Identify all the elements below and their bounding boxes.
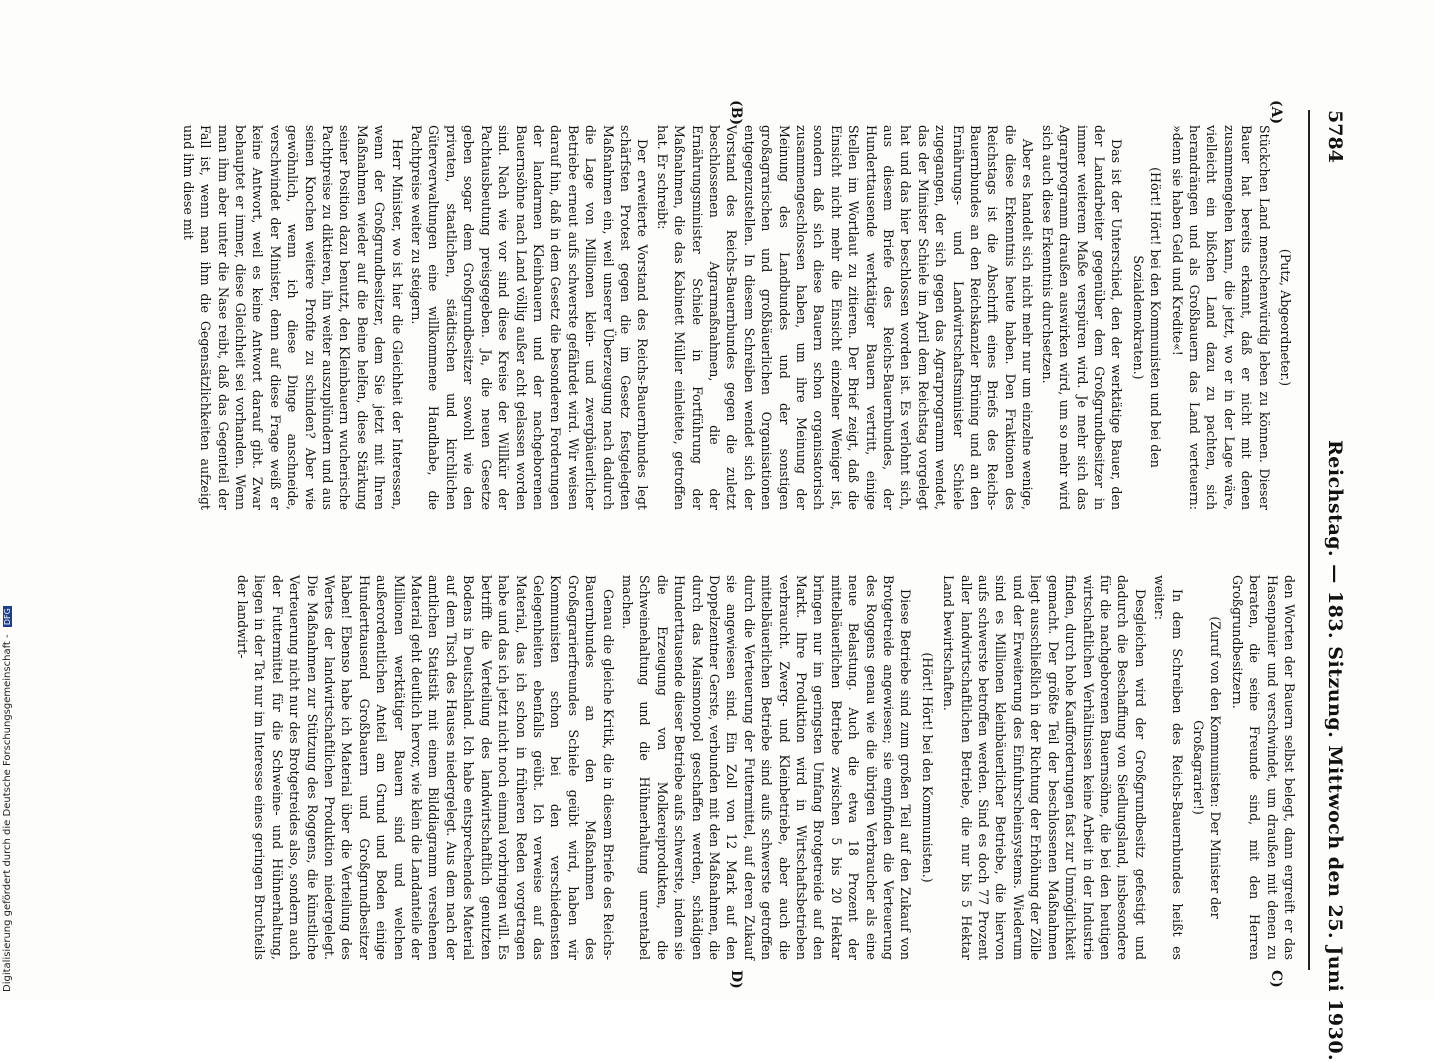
paragraph: Stückchen Land menschenwürdig leben zu können. Dieser Bauer hat bereits erkannt, daß er nicht mit denen zusammengehen kann, die jetzt, wo er in der Lage wäre, vielleicht ein bißchen Land dazu zu pachten, sich herandrängen und als Großbauern das Land verteuern: »denn sie haben Geld und Kredite«!	[1169, 125, 1272, 510]
credit-text: Digitalisierung gefördert durch die Deutsche Forschungsgemeinschaft -	[2, 634, 13, 992]
paragraph: In dem Schreiben des Reichs-Bauernbundes heißt es weiter:	[1152, 575, 1185, 960]
page-title: Reichstag. — 183. Sitzung. Mittwoch den 25. Juni 1930.	[1324, 440, 1346, 1061]
quoted-paragraph: Desgleichen wird der Großgrundbesitz gefestigt und dadurch die Beschaffung von Siedlungsland, insbesondere für die nachgeborenen Bauernsöhne, die bei den heutigen wirtschaftlichen Verhältnissen keine Arbeit in der Industrie finden, durch hohe Kaufforderungen fast zur Unmöglichkeit gemacht. Der größte Teil der beschlossenen Maßnahmen liegt ausschließlich in der Richtung der Erhöhung der Zölle und der Erweiterung des Einfuhrscheinsystems. Wiederum sind es Millionen kleinbäuerlicher Betriebe, die hiervon aufs schwerste betroffen werden. Sind es doch 77 Prozent aller landwirtschaftlichen Betriebe, die nur bis 5 Hektar Land bewirtschaften.	[941, 575, 1148, 960]
digitization-credit	[2, 2, 13, 992]
interjection: (Zuruf von den Kommunisten: Der Minister der Großagrarier!)	[1190, 616, 1224, 919]
quoted-paragraph: Der erweiterte Vorstand des Reichs-Bauernbundes legt schärfsten Protest gegen die im Gesetz festgelegten Maßnahmen ein, weil unserer Überzeugung nach dadurch die Lage von Millionen klein- und zwergbäuerlicher Betriebe erneut aufs schwerste gefährdet wird. Wir weisen darauf hin, daß in dem Gesetz die besonderen Forderungen der landarmen Kleinbauern und der nachgeborenen Bauernsöhne nach Land völlig außer acht gelassen worden sind. Nach wie vor sind diese Kreise der Willkür der Pachtausbeutung preisgegeben. Ja, die neuen Gesetze geben sogar dem Großgrundbesitzer sowohl wie den privaten, staatlichen, städtischen und kirchlichen Güterverwaltungen eine willkommene Handhabe, die Pachtpreise weiter zu steigern.	[409, 125, 651, 510]
dfg-logo: DFG	[3, 608, 12, 626]
left-text-column	[177, 125, 1298, 510]
paragraph: Herr Minister, wo ist hier die Gleichheit der Interessen, wenn der Großgrundbesitzer, dem Sie jetzt mit Ihren Maßnahmen wieder auf die Beine helfen, diese Stärkung seiner Position dazu benutzt, den Kleinbauern wucherische Pachtpreise zu diktieren, ihn weiter auszuplündern und aus seinen Knochen weitere Profite zu schinden? Aber wie gewöhnlich, wenn ich diese Dinge anschneide, verschwindet der Minister, denn auf diese Frage weiß er keine Antwort, weil es keine Antwort darauf gibt. Zwar behauptet er immer, diese Gleichheit sei vorhanden. Wenn man ihm aber unter die Nase reibt, daß das Gegenteil der Fall ist, wenn man ihm die Gegensätzlichkeiten aufzeigt und ihm diese mit	[180, 125, 405, 510]
page-number: 5784	[1324, 110, 1346, 163]
margin-marker-b: (B)	[728, 100, 744, 126]
paragraph: Aber es handelt sich nicht mehr nur um einzelne wenige, die diese Erkenntnis heute haben. Den Fraktionen des Reichstags ist die Abschrift eines Briefs des Reichs-Bauernbundes an den Reichskanzler Brüning und an den Ernährungs- und Landwirtschaftsminister Schiele zugegangen, der sich gegen das Agrarprogramm wendet, das der Minister Schiele im April dem Reichstag vorgelegt hat und das hier beschlossen worden ist. Es verlohnt sich, aus diesem Briefe des Reichs-Bauernbundes, der Hunderttausende werktätiger Bauern vertritt, einige Stellen im Wortlaut zu zitieren. Der Brief zeigt, daß die Einsicht nicht mehr die Einsicht einzelner Weniger ist, sondern daß sich diese Bauern schon organisatorisch zusammengeschlossen haben, um ihre Meinung der Meinung des Landbundes und der sonstigen großagrarischen und großbäuerlichen Organisationen entgegenzustellen. In diesem Schreiben wendet sich der Vorstand des Reichs-Bauernbundes gegen die zuletzt beschlossenen Agrarmaßnahmen, die der Ernährungsminister Schiele in Fortführung der Maßnahmen, die das Kabinett Müller einleitete, getroffen hat. Er schreibt:	[654, 125, 1036, 510]
paragraph: Genau die gleiche Kritik, die in diesem Briefe des Reichs-Bauernbundes an den Maßnahmen des Großagrarierfreundes Schiele geübt wird, haben wir Kommunisten schon bei den verschiedensten Gelegenheiten ebenfalls geübt. Ich verweise auf das Material, das ich schon in früheren Reden vorgetragen habe und das ich jetzt nicht noch einmal vorbringen will. Es betrifft die Verteilung des landwirtschaftlich genutzten Bodens in Deutschland. Ich habe entsprechendes Material auf dem Tisch des Hauses niedergelegt. Aus dem nach der amtlichen Statistik mit einem Bilddiagramm versehenen Material geht deutlich hervor, wie klein die Landanteile der Millionen werktätiger Bauern sind und welchen außerordentlichen Anteil am Grund und Boden einige Hunderttausend Großbauern und Großgrundbesitzer haben! Ebenso habe ich Material über die Verteilung des Wertes der landwirtschaftlichen Produktion niedergelegt. Die Maßnahmen zur Stützung des Roggens, die künstliche Verteuerung nicht nur des Brotgetreides also, sondern auch der Futtermittel für die Schweine- und Hühnerhaltung, liegen in der Tat nur im Interesse eines geringen Bruchteils der landwirt-	[235, 575, 616, 960]
interjection: (Hört! Hört! bei den Kommunisten.)	[919, 652, 935, 883]
paragraph: den Worten der Bauern selbst belegt, dann ergreift er das Hasenpanier und verschwindet, um draußen mit denen zu beraten, die seine Freunde sind, mit den Herren Großgrundbesitzern.	[1229, 575, 1297, 960]
paragraph: Das ist der Unterschied, den der werktätige Bauer, den der Landarbeiter gegenüber dem Großgrundbesitzer in immer weiterem Maße verspüren wird. Je mehr sich das Agrarprogramm draußen auswirken wird, um so mehr wird sich auch diese Erkenntnis durchsetzen.	[1039, 125, 1125, 510]
header-rule	[1308, 110, 1310, 970]
speaker-label: (Putz, Abgeordneter.)	[1278, 248, 1293, 387]
margin-marker-c: C)	[1268, 970, 1284, 988]
page-header	[1318, 110, 1352, 1061]
margin-marker-d: D)	[728, 970, 744, 989]
right-text-column	[232, 575, 1298, 960]
interjection: (Hört! Hört! bei den Kommunisten und bei den Sozialdemokraten.)	[1130, 167, 1164, 468]
quoted-paragraph: Diese Betriebe sind zum großen Teil auf den Zukauf von Brotgetreide angewiesen; sie empfinden die Verteuerung des Roggens genau wie die übrigen Verbraucher als eine neue Belastung. Auch die etwa 18 Prozent der mittelbäuerlichen Betriebe zwischen 5 bis 20 Hektar bringen nur im geringsten Umfang Brotgetreide auf den Markt. Ihre Produktion wird in Wirtschaftsbetrieben verbraucht. Zwerg- und Kleinbetriebe, aber auch die mittelbäuerlichen Betriebe sind aufs schwerste getroffen durch die Verteuerung der Futtermittel, auf deren Zukauf sie angewiesen sind. Ein Zoll von 12 Mark auf den Doppelzentner Gerste, verbunden mit den Maßnahmen, die durch das Maismonopol geschaffen werden, schädigen Hunderttausende dieser Betriebe aufs schwerste, indem sie die Erzeugung von Molkereiprodukten, die Schweinehaltung und die Hühnerhaltung unrentabel machen.	[619, 575, 914, 960]
margin-marker-a: (A)	[1268, 100, 1284, 125]
